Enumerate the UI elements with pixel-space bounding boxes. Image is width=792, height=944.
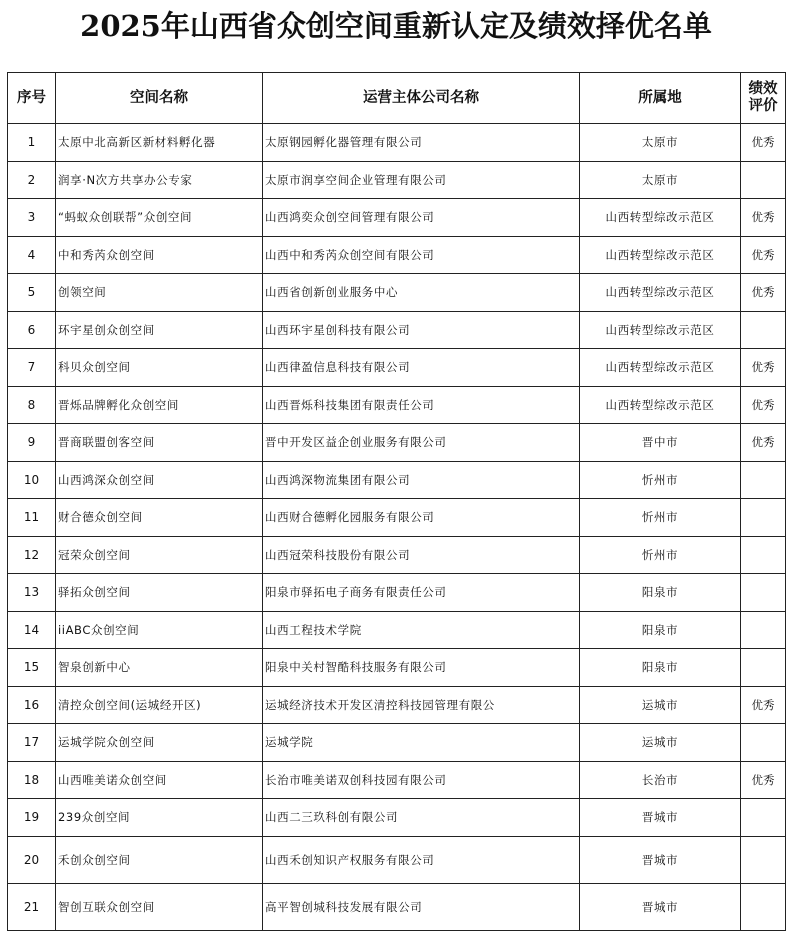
region-cell: 山西转型综改示范区 (580, 349, 741, 387)
region-cell: 太原市 (580, 124, 741, 162)
awards-table (7, 72, 786, 931)
space-name-cell: 中和秀芮众创空间 (56, 236, 263, 274)
row-number-cell: 3 (8, 199, 56, 237)
evaluation-cell (741, 724, 786, 762)
evaluation-cell: 优秀 (741, 349, 786, 387)
table-row (8, 883, 786, 930)
row-number-cell: 2 (8, 161, 56, 199)
company-name-cell: 山西二三玖科创有限公司 (263, 799, 580, 837)
company-name-cell: 山西禾创知识产权服务有限公司 (263, 836, 580, 883)
region-cell: 晋中市 (580, 424, 741, 462)
evaluation-cell: 优秀 (741, 274, 786, 312)
company-name-cell: 长治市唯美诺双创科技园有限公司 (263, 761, 580, 799)
header-num: 序号 (8, 73, 56, 124)
row-number-cell: 18 (8, 761, 56, 799)
evaluation-cell (741, 799, 786, 837)
row-number-cell: 11 (8, 499, 56, 537)
row-number-cell: 21 (8, 883, 56, 930)
evaluation-cell: 优秀 (741, 761, 786, 799)
row-number-cell: 20 (8, 836, 56, 883)
table-row (8, 386, 786, 424)
company-name-cell: 山西中和秀芮众创空间有限公司 (263, 236, 580, 274)
region-cell: 山西转型综改示范区 (580, 199, 741, 237)
company-name-cell: 阳泉中关村智酷科技服务有限公司 (263, 649, 580, 687)
table-row (8, 611, 786, 649)
region-cell: 忻州市 (580, 499, 741, 537)
space-name-cell: 润享·N次方共享办公专家 (56, 161, 263, 199)
space-name-cell: 智泉创新中心 (56, 649, 263, 687)
row-number-cell: 7 (8, 349, 56, 387)
company-name-cell: 山西财合德孵化园服务有限公司 (263, 499, 580, 537)
table-row (8, 686, 786, 724)
evaluation-cell: 优秀 (741, 424, 786, 462)
company-name-cell: 运城学院 (263, 724, 580, 762)
space-name-cell: 239众创空间 (56, 799, 263, 837)
table-row (8, 761, 786, 799)
company-name-cell: 山西晋烁科技集团有限责任公司 (263, 386, 580, 424)
table-row (8, 161, 786, 199)
header-name: 空间名称 (56, 73, 263, 124)
table-row (8, 836, 786, 883)
region-cell: 阳泉市 (580, 574, 741, 612)
evaluation-cell (741, 883, 786, 930)
evaluation-cell (741, 461, 786, 499)
table-row (8, 574, 786, 612)
space-name-cell: 驿拓众创空间 (56, 574, 263, 612)
space-name-cell: 山西鸿深众创空间 (56, 461, 263, 499)
table-body (8, 124, 786, 931)
row-number-cell: 16 (8, 686, 56, 724)
space-name-cell: 财合德众创空间 (56, 499, 263, 537)
evaluation-cell: 优秀 (741, 124, 786, 162)
row-number-cell: 10 (8, 461, 56, 499)
space-name-cell: 晋烁品牌孵化众创空间 (56, 386, 263, 424)
space-name-cell: 创领空间 (56, 274, 263, 312)
company-name-cell: 山西省创新创业服务中心 (263, 274, 580, 312)
table-row (8, 199, 786, 237)
evaluation-cell (741, 649, 786, 687)
space-name-cell: 冠荣众创空间 (56, 536, 263, 574)
table-row (8, 799, 786, 837)
row-number-cell: 13 (8, 574, 56, 612)
space-name-cell: 清控众创空间(运城经开区) (56, 686, 263, 724)
row-number-cell: 8 (8, 386, 56, 424)
page-title: 2025年山西省众创空间重新认定及绩效择优名单 (80, 9, 712, 43)
company-name-cell: 晋中开发区益企创业服务有限公司 (263, 424, 580, 462)
evaluation-cell: 优秀 (741, 199, 786, 237)
evaluation-cell (741, 574, 786, 612)
table-row (8, 461, 786, 499)
region-cell: 山西转型综改示范区 (580, 386, 741, 424)
evaluation-cell (741, 499, 786, 537)
company-name-cell: 山西冠荣科技股份有限公司 (263, 536, 580, 574)
row-number-cell: 6 (8, 311, 56, 349)
table-row (8, 649, 786, 687)
space-name-cell: 智创互联众创空间 (56, 883, 263, 930)
company-name-cell: 高平智创城科技发展有限公司 (263, 883, 580, 930)
company-name-cell: 山西鸿奕众创空间管理有限公司 (263, 199, 580, 237)
table-row (8, 424, 786, 462)
row-number-cell: 15 (8, 649, 56, 687)
company-name-cell: 太原市润享空间企业管理有限公司 (263, 161, 580, 199)
space-name-cell: 科贝众创空间 (56, 349, 263, 387)
row-number-cell: 17 (8, 724, 56, 762)
evaluation-cell (741, 611, 786, 649)
table-row (8, 349, 786, 387)
region-cell: 山西转型综改示范区 (580, 274, 741, 312)
region-cell: 山西转型综改示范区 (580, 236, 741, 274)
evaluation-cell (741, 311, 786, 349)
company-name-cell: 太原钢园孵化器管理有限公司 (263, 124, 580, 162)
evaluation-cell (741, 836, 786, 883)
row-number-cell: 5 (8, 274, 56, 312)
company-name-cell: 山西律盈信息科技有限公司 (263, 349, 580, 387)
region-cell: 晋城市 (580, 799, 741, 837)
evaluation-cell (741, 161, 786, 199)
evaluation-cell: 优秀 (741, 236, 786, 274)
space-name-cell: 运城学院众创空间 (56, 724, 263, 762)
evaluation-cell: 优秀 (741, 386, 786, 424)
region-cell: 阳泉市 (580, 611, 741, 649)
region-cell: 忻州市 (580, 461, 741, 499)
table-row (8, 236, 786, 274)
region-cell: 晋城市 (580, 836, 741, 883)
table-row (8, 311, 786, 349)
region-cell: 阳泉市 (580, 649, 741, 687)
space-name-cell: “蚂蚁众创联帮”众创空间 (56, 199, 263, 237)
header-eval-line1: 绩效 (748, 81, 778, 97)
table-row (8, 536, 786, 574)
region-cell: 太原市 (580, 161, 741, 199)
row-number-cell: 1 (8, 124, 56, 162)
evaluation-cell (741, 536, 786, 574)
company-name-cell: 山西工程技术学院 (263, 611, 580, 649)
row-number-cell: 9 (8, 424, 56, 462)
space-name-cell: 禾创众创空间 (56, 836, 263, 883)
company-name-cell: 山西环宇星创科技有限公司 (263, 311, 580, 349)
evaluation-cell: 优秀 (741, 686, 786, 724)
region-cell: 晋城市 (580, 883, 741, 930)
row-number-cell: 12 (8, 536, 56, 574)
company-name-cell: 阳泉市驿拓电子商务有限责任公司 (263, 574, 580, 612)
company-name-cell: 山西鸿深物流集团有限公司 (263, 461, 580, 499)
row-number-cell: 14 (8, 611, 56, 649)
header-eval (741, 73, 786, 124)
table-header-row (8, 73, 786, 124)
space-name-cell: 太原中北高新区新材料孵化器 (56, 124, 263, 162)
header-region: 所属地 (580, 73, 741, 124)
region-cell: 山西转型综改示范区 (580, 311, 741, 349)
space-name-cell: iiABC众创空间 (56, 611, 263, 649)
space-name-cell: 晋商联盟创客空间 (56, 424, 263, 462)
space-name-cell: 山西唯美诺众创空间 (56, 761, 263, 799)
row-number-cell: 4 (8, 236, 56, 274)
row-number-cell: 19 (8, 799, 56, 837)
table-row (8, 724, 786, 762)
region-cell: 运城市 (580, 686, 741, 724)
region-cell: 忻州市 (580, 536, 741, 574)
header-eval-line2: 评价 (748, 98, 778, 114)
header-company: 运营主体公司名称 (263, 73, 580, 124)
table-row (8, 124, 786, 162)
space-name-cell: 环宇星创众创空间 (56, 311, 263, 349)
table-row (8, 499, 786, 537)
region-cell: 运城市 (580, 724, 741, 762)
region-cell: 长治市 (580, 761, 741, 799)
table-row (8, 274, 786, 312)
company-name-cell: 运城经济技术开发区清控科技园管理有限公 (263, 686, 580, 724)
